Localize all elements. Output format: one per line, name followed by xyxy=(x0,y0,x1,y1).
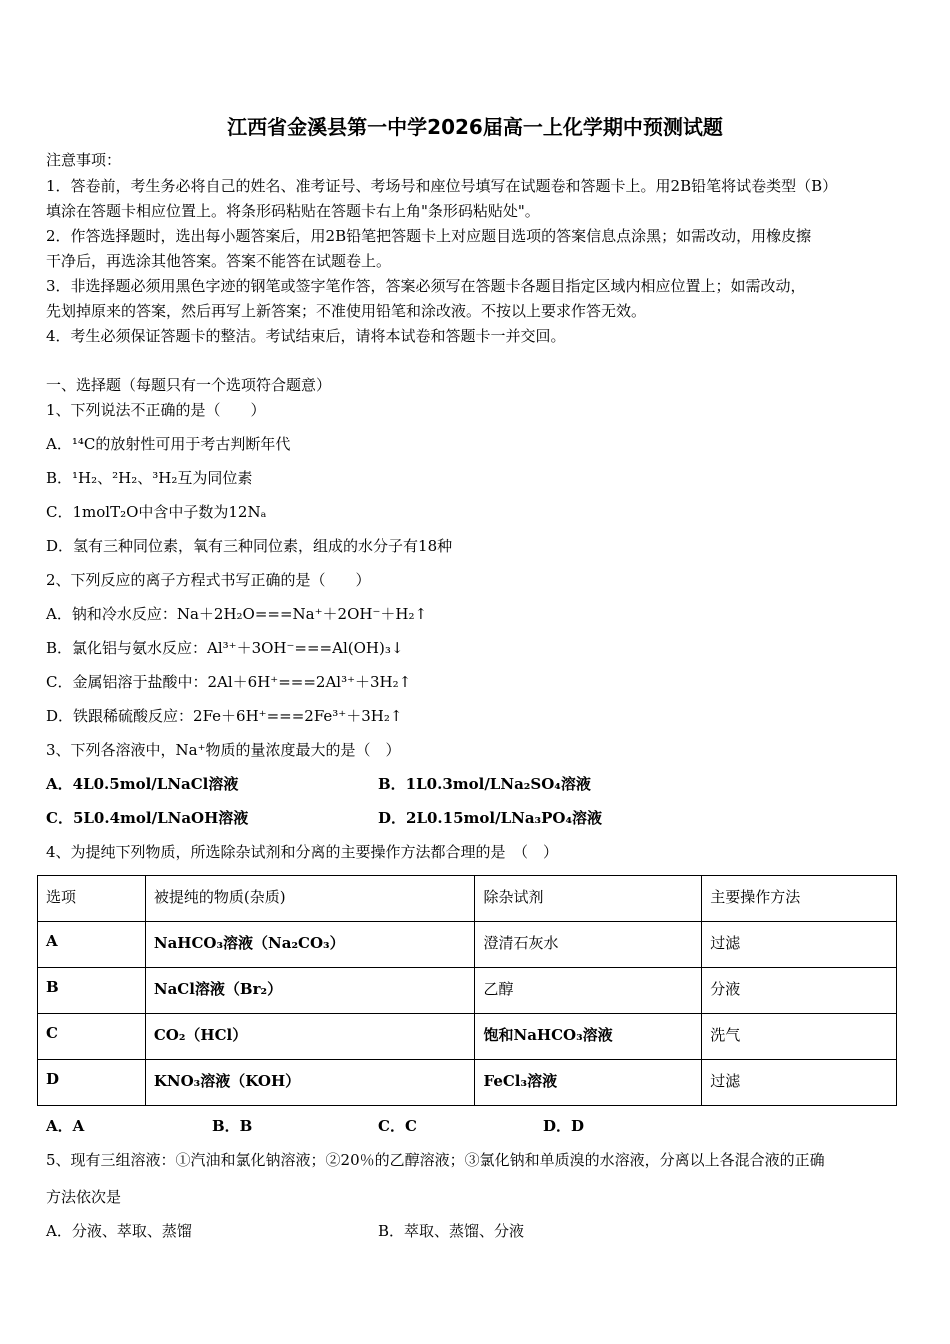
q3-option-d: D．2L0.15mol/LNa₃PO₄溶液 xyxy=(378,809,603,827)
q3-option-b: B．1L0.3mol/LNa₂SO₄溶液 xyxy=(378,775,591,793)
table-cell: B xyxy=(38,968,146,1014)
q4-option-d: D．D xyxy=(543,1117,585,1135)
q4-stem: 4、为提纯下列物质，所选除杂试剂和分离的主要操作方法都合理的是 （ ） xyxy=(46,843,559,861)
table-row xyxy=(38,1014,897,1060)
table-cell: 洗气 xyxy=(702,1014,897,1060)
q3-option-a: A．4L0.5mol/LNaCl溶液 xyxy=(46,775,239,793)
q5-stem: 5、现有三组溶液：①汽油和氯化钠溶液；②20％的乙醇溶液；③氯化钠和单质溴的水溶液，分离以上各混合液的正确 xyxy=(46,1151,825,1169)
notice-line: 3．非选择题必须用黑色字迹的钢笔或签字笔作答，答案必须写在答题卡各题目指定区域内相应位置上；如需改动， xyxy=(46,277,806,295)
notice-line: 2．作答选择题时，选出每小题答案后，用2B铅笔把答题卡上对应题目选项的答案信息点涂黑；如需改动，用橡皮擦 xyxy=(46,227,812,245)
notice-line: 填涂在答题卡相应位置上。将条形码粘贴在答题卡右上角"条形码粘贴处"。 xyxy=(46,202,540,220)
notice-line: 先划掉原来的答案，然后再写上新答案；不准使用铅笔和涂改液。不按以上要求作答无效。 xyxy=(46,302,647,320)
table-cell: NaHCO₃溶液（Na₂CO₃） xyxy=(145,922,475,968)
q2-option-b: B．氯化铝与氨水反应：Al³⁺＋3OH⁻===Al(OH)₃↓ xyxy=(46,639,404,657)
q5-stem-continued: 方法依次是 xyxy=(46,1188,122,1206)
table-cell: FeCl₃溶液 xyxy=(475,1060,702,1106)
table-cell: 澄清石灰水 xyxy=(475,922,702,968)
q1-option-b: B．¹H₂、²H₂、³H₂互为同位素 xyxy=(46,469,253,487)
q5-option-a: A．分液、萃取、蒸馏 xyxy=(46,1222,192,1240)
q5-option-b: B．萃取、蒸馏、分液 xyxy=(378,1222,525,1240)
table-cell: 饱和NaHCO₃溶液 xyxy=(475,1014,702,1060)
q2-stem: 2、下列反应的离子方程式书写正确的是（ ） xyxy=(46,571,371,589)
table-cell: 分液 xyxy=(702,968,897,1014)
q2-option-d: D．铁跟稀硫酸反应：2Fe＋6H⁺===2Fe³⁺＋3H₂↑ xyxy=(46,707,403,725)
table-row xyxy=(38,922,897,968)
notice-line: 1．答卷前，考生务必将自己的姓名、准考证号、考场号和座位号填写在试题卷和答题卡上。用2B铅笔将试卷类型（B） xyxy=(46,177,838,195)
table-header-cell: 被提纯的物质(杂质) xyxy=(145,876,475,922)
table-header-row xyxy=(38,876,897,922)
section-heading: 一、选择题（每题只有一个选项符合题意） xyxy=(46,376,332,394)
table-header-cell: 除杂试剂 xyxy=(475,876,702,922)
table-row xyxy=(38,1060,897,1106)
table-cell: KNO₃溶液（KOH） xyxy=(145,1060,475,1106)
q1-option-d: D．氢有三种同位素，氧有三种同位素，组成的水分子有18种 xyxy=(46,537,453,555)
q4-option-a: A．A xyxy=(46,1117,85,1135)
page-title: 江西省金溪县第一中学2026届高一上化学期中预测试题 xyxy=(227,115,723,139)
table-header-cell: 选项 xyxy=(38,876,146,922)
table-cell: 过滤 xyxy=(702,922,897,968)
q4-option-c: C．C xyxy=(378,1117,417,1135)
table-cell: 乙醇 xyxy=(475,968,702,1014)
q3-stem: 3、下列各溶液中，Na⁺物质的量浓度最大的是（ ） xyxy=(46,741,401,759)
q3-option-c: C．5L0.4mol/LNaOH溶液 xyxy=(46,809,249,827)
q1-stem: 1、下列说法不正确的是（ ） xyxy=(46,401,266,419)
q1-option-a: A．¹⁴C的放射性可用于考古判断年代 xyxy=(46,435,291,453)
table-row xyxy=(38,968,897,1014)
q1-option-c: C．1molT₂O中含中子数为12Nₐ xyxy=(46,503,267,521)
table-cell: CO₂（HCl） xyxy=(145,1014,475,1060)
q2-option-a: A．钠和冷水反应：Na＋2H₂O===Na⁺＋2OH⁻＋H₂↑ xyxy=(46,605,428,623)
notice-line: 4．考生必须保证答题卡的整洁。考试结束后，请将本试卷和答题卡一并交回。 xyxy=(46,327,566,345)
q4-table xyxy=(37,875,897,1106)
notice-line: 干净后，再选涂其他答案。答案不能答在试题卷上。 xyxy=(46,252,392,270)
table-cell: 过滤 xyxy=(702,1060,897,1106)
table-header-cell: 主要操作方法 xyxy=(702,876,897,922)
notice-heading: 注意事项： xyxy=(46,151,122,169)
table-cell: NaCl溶液（Br₂） xyxy=(145,968,475,1014)
table-cell: D xyxy=(38,1060,146,1106)
q4-option-b: B．B xyxy=(212,1117,253,1135)
q2-option-c: C．金属铝溶于盐酸中：2Al＋6H⁺===2Al³⁺＋3H₂↑ xyxy=(46,673,412,691)
table-cell: A xyxy=(38,922,146,968)
table-cell: C xyxy=(38,1014,146,1060)
